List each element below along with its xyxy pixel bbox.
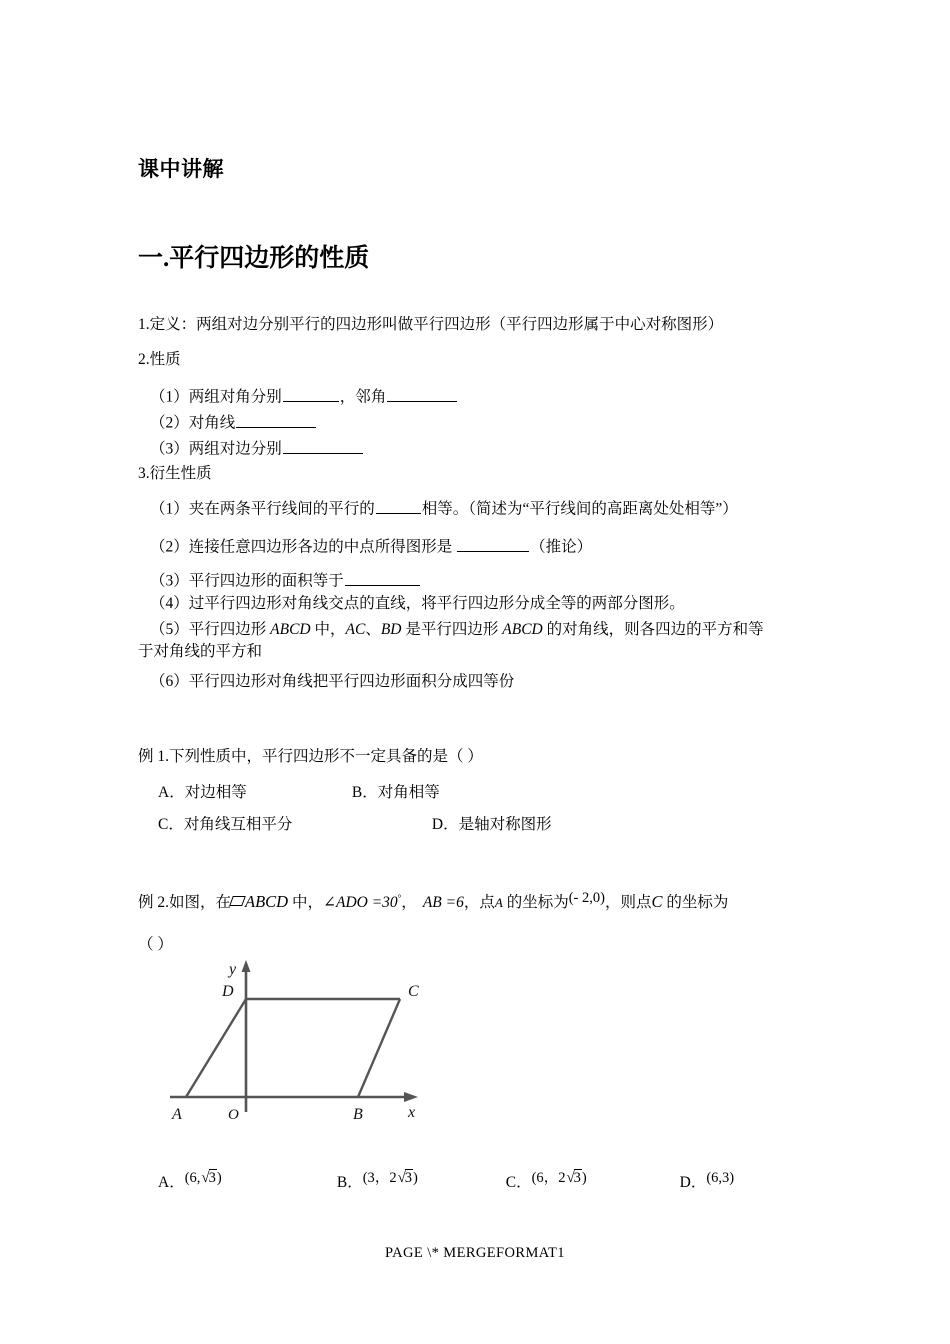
example2-stem-part7: 的坐标为 [662,894,729,911]
derived-heading-block [138,466,828,482]
derived-2-blank[interactable] [457,536,529,552]
example1-option-b[interactable] [352,780,440,802]
example2-abcd: ABCD [245,892,289,911]
example2-option-c-letter: C． [505,1174,532,1191]
example1-option-c-letter: C． [158,816,184,833]
example2-options-row [138,1170,828,1192]
example2-stem-part4: ，点 [463,894,495,911]
example2-answer-blank[interactable]: （ ） [138,936,173,953]
example1-option-c-text: 对角线互相平分 [183,816,293,833]
radical-icon: √ [201,1170,210,1186]
derived-5-part-c: 中， [310,621,346,638]
example2-option-b-sqrt [397,1170,413,1187]
derived-4-text: （4）过平行四边形对角线交点的直线，将平行四边形分成全等的两部分图形。 [150,595,685,612]
example2-coord-a: (- 2,0) [568,890,605,906]
parallelogram-diagram [150,952,450,1127]
example2-option-c[interactable] [506,1170,676,1192]
example2-option-a[interactable] [138,1170,333,1192]
example2-option-b-value [363,1166,418,1187]
properties-heading: 2.性质 [138,351,181,368]
example1-stem: 例 1.下列性质中，平行四边形不一定具备的是（ ） [138,748,483,765]
example2-option-a-sqrt [200,1170,216,1187]
example1-option-d-letter: D． [431,816,459,833]
example2-stem-part1: 例 2.如图，在 [138,894,232,911]
side-CB [358,999,400,1097]
properties-heading-block [138,352,828,368]
example2-option-d-letter: D． [679,1174,707,1191]
example2-option-c-coef: 2 [558,1170,566,1186]
page-title: 课中讲解 [138,157,224,181]
example2-option-c-sqrt [565,1170,581,1187]
label-A: A [172,1106,182,1123]
property-3-prefix: （3）两组对边分别 [150,440,282,458]
derived-item-5 [138,622,828,659]
derived-3-prefix: （3）平行四边形的面积等于 [150,572,344,590]
example1-option-c[interactable] [138,812,428,834]
property-1-middle: ，邻角 [339,388,387,406]
derived-5-part-g: 是平行四边形 [401,621,503,638]
example2-stem-part5: 的坐标为 [502,894,569,911]
example2-option-c-value [532,1166,587,1187]
example2-option-b-comma: ， [374,1170,390,1186]
example2-stem-part6: ，则点 [604,894,652,911]
example2-option-b-radicand: 3 [404,1170,413,1186]
example2-option-c-open: (6 [531,1170,544,1186]
side-AD [186,999,246,1097]
example2-option-b-letter: B． [336,1174,363,1191]
example1-option-b-text: 对角相等 [377,784,440,801]
example2-stem-part3: ， [401,894,417,911]
example2-angle-ado: ∠ADO [323,894,368,911]
derived-2-suffix: （推论） [530,538,593,556]
example1-options-row-1 [138,780,828,802]
example2-point-a: A [494,895,503,910]
example2-option-b[interactable] [337,1170,502,1192]
definition-block [138,317,828,333]
example1-options-row-2 [138,812,828,834]
label-O: O [228,1107,239,1123]
derived-item-3 [138,570,828,589]
parallelogram-icon [229,896,246,906]
example2-ab: AB [422,894,442,911]
example2-option-c-radicand: 3 [573,1170,581,1186]
example1-option-a-letter: A． [158,784,185,801]
label-B: B [353,1106,363,1123]
derived-item-4 [138,596,828,612]
example1-option-a-text: 对边相等 [184,784,247,801]
radical-icon: √ [397,1170,406,1186]
derived-5-abcd-2: ABCD [502,621,543,638]
derived-5-part-e: 、 [365,621,381,638]
definition-text: 两组对边分别平行的四边形叫做平行四边形（平行四边形属于中心对称图形） [196,316,724,333]
derived-3-blank[interactable] [345,570,420,586]
section-title: 一.平行四边形的性质 [138,245,370,272]
properties-item-3 [138,438,828,457]
example2-eq-30: =30 [367,894,398,911]
properties-item-1 [138,386,828,405]
example2-option-a-close: ) [216,1170,222,1186]
radical-icon: √ [566,1170,575,1186]
y-axis-arrow-icon [242,960,251,972]
label-y: y [229,961,237,978]
example2-option-d[interactable] [680,1170,735,1192]
example2-option-a-letter: A． [158,1174,185,1191]
derived-5-part-a: （5）平行四边形 [150,621,271,638]
example2-option-b-close: ) [413,1170,418,1186]
derived-heading: 3.衍生性质 [138,465,212,482]
derived-5-part-i: 的对角线，则各四边的平方和等 [542,621,764,638]
label-C: C [408,983,419,1000]
derived-5-bd: BD [380,621,402,638]
derived-1-prefix: （1）夹在两条平行线间的平行的 [150,500,375,518]
property-1-prefix: （1）两组对角分别 [150,388,282,406]
property-3-blank[interactable] [283,438,363,454]
derived-1-blank[interactable] [376,498,421,514]
label-x: x [408,1104,416,1121]
derived-5-ac: AC [345,621,366,638]
example2-figure [150,952,450,1127]
derived-5-abcd-1: ABCD [270,621,311,638]
derived-5-line2: 于对角线的平方和 [138,642,263,660]
example2-eq-6: =6 [441,894,464,911]
example2-option-b-open: (3 [362,1170,375,1186]
example1-option-d-text: 是轴对称图形 [458,816,552,833]
example2-stem [138,890,728,912]
example2-option-a-open: (6, [184,1170,201,1186]
derived-item-6 [138,674,828,690]
example2-option-a-value [185,1170,222,1187]
properties-item-2 [138,412,828,431]
property-1-blank-a[interactable] [283,386,339,402]
example2-stem-part2: 中， [288,894,323,911]
x-axis-arrow-icon [404,1092,418,1102]
page-footer: PAGE \* MERGEFORMAT1 [385,1245,565,1261]
property-1-blank-b[interactable] [387,386,457,402]
derived-2-prefix: （2）连接任意四边形各边的中点所得图形是 [150,538,457,556]
example2-option-c-close: ) [581,1170,587,1186]
derived-1-suffix: 相等。（简述为“平行线间的高距离处处相等”） [421,500,738,518]
example2-option-a-radicand: 3 [208,1170,216,1186]
example1-option-a[interactable] [138,780,348,802]
property-2-prefix: （2）对角线 [150,414,236,432]
example2-option-b-coef: 2 [389,1170,397,1186]
example2-option-c-comma: ， [543,1170,559,1186]
example1-option-d[interactable] [432,812,552,834]
label-D: D [222,983,234,1000]
definition-label: 1.定义： [138,316,197,333]
derived-6-text: （6）平行四边形对角线把平行四边形面积分成四等份 [150,673,515,690]
derived-item-1 [138,498,828,517]
example2-degree-symbol: ° [397,892,402,903]
example2-option-d-value: (6,3) [706,1170,735,1186]
derived-item-2 [138,536,828,555]
example2-point-c: C [651,892,663,911]
example1-option-b-letter: B． [351,784,378,801]
property-2-blank[interactable] [236,412,316,428]
definition-line [138,317,828,333]
